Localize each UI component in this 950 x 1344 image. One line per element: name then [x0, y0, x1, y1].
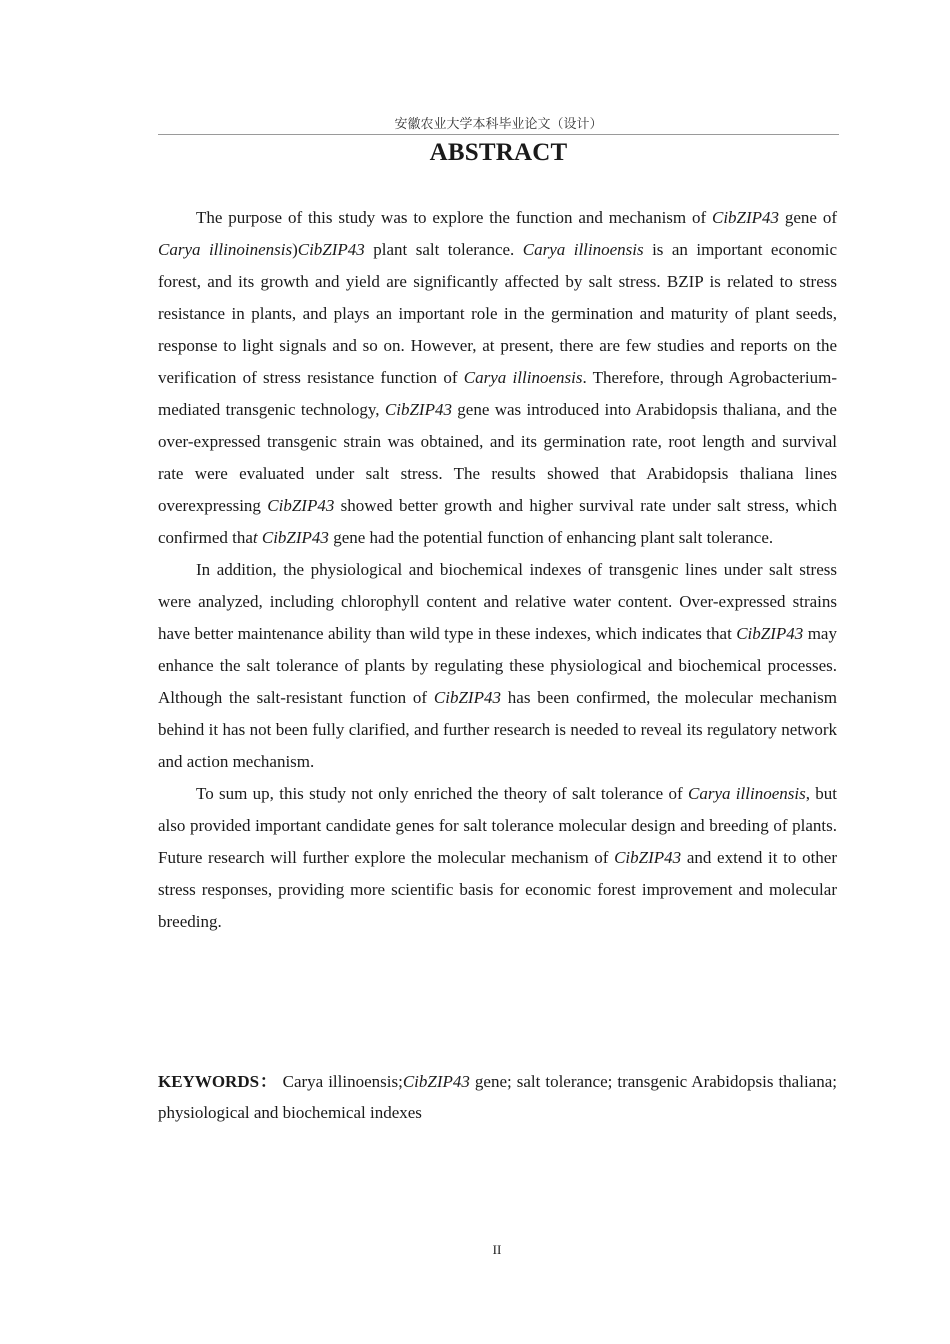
paragraph-text-run: CibZIP43: [267, 496, 335, 515]
paragraph-text-run: has been confirmed, the molecular mechanism behind it has not been fully clarified, and further research is needed to reveal its regulatory network and action mechanism.: [158, 688, 837, 771]
paragraph-text-run: CibZIP43: [711, 208, 780, 227]
paragraph-text-run: Carya illinoensis: [687, 784, 806, 803]
paragraph-text-run: plant salt tolerance.: [364, 240, 523, 259]
keyword-text-run: CibZIP43: [402, 1072, 470, 1091]
keyword-text-run: gene; salt tolerance; transgenic Arabidopsis thaliana; physiological and biochemical indexes: [158, 1072, 837, 1122]
running-header: [158, 116, 839, 135]
paragraph-text-run: gene of: [779, 208, 837, 227]
paragraph-text-run: showed better growth and higher survival rate under salt stress, which confirmed tha: [158, 496, 837, 547]
paragraph-text-run: Carya illinoinensis: [158, 240, 293, 259]
running-header-text: 安徽农业大学本科毕业论文（设计）: [394, 117, 603, 132]
paragraph-text-run: ): [292, 240, 298, 259]
keyword-text-run: Carya illinoensis;: [282, 1072, 403, 1091]
paragraph-text-run: gene had the potential function of enhancing plant salt tolerance.: [328, 528, 774, 547]
paragraph-text-run: , but also provided important candidate genes for salt tolerance molecular design and breeding of plants. Future research will further explore the molecular mechanism of: [158, 784, 837, 867]
paragraph-text-run: Carya illinoensis: [463, 368, 583, 387]
paragraph-text-run: and extend it to other stress responses, providing more scientific basis for economic forest improvement and molecular breeding.: [158, 848, 837, 931]
abstract-paragraph-2: [158, 554, 837, 778]
paragraph-text-run: . Therefore, through Agrobacterium-mediated transgenic technology,: [158, 368, 837, 419]
abstract-paragraph-1: [158, 202, 837, 554]
paragraph-text-run: CibZIP43: [297, 240, 365, 259]
paragraph-text-run: gene was introduced into Arabidopsis thaliana, and the over-expressed transgenic strain was obtained, and its germination rate, root length and survival rate were evaluated under salt stress. The results showed that Arabidopsis thaliana lines overexpressing: [158, 400, 837, 515]
paragraph-text-run: In addition, the physiological and biochemical indexes of transgenic lines under salt stress were analyzed, including chlorophyll content and relative water content. Over-expressed strains have better maintenance ability than wild type in these indexes, which indicates that: [158, 560, 837, 643]
paragraph-text-run: CibZIP43: [433, 688, 501, 707]
abstract-title: ABSTRACT: [429, 139, 568, 166]
paragraph-text-run: is an important economic forest, and its growth and yield are significantly affected by salt stress. BZIP is related to stress resistance in plants, and plays an important role in the germination and maturity of plant seeds, response to light signals and so on. However, at present, there are few studies and reports on the verification of stress resistance function of: [158, 240, 837, 387]
paragraph-text-run: To sum up, this study not only enriched the theory of salt tolerance of: [196, 784, 688, 803]
paragraph-text-run: may enhance the salt tolerance of plants by regulating these physiological and biochemical processes. Although the salt-resistant function of: [158, 624, 837, 707]
paragraph-text-run: Carya illinoensis: [522, 240, 644, 259]
paragraph-text-run: t CibZIP43: [252, 528, 329, 547]
paragraph-text-run: The purpose of this study was to explore the function and mechanism of: [196, 208, 712, 227]
page-number: II: [492, 1242, 502, 1257]
abstract-body: [158, 202, 837, 938]
abstract-paragraph-3: [158, 778, 837, 938]
paragraph-text-run: CibZIP43: [614, 848, 682, 867]
paragraph-text-run: CibZIP43: [736, 624, 804, 643]
keywords-label: KEYWORDS：: [158, 1072, 278, 1091]
paragraph-text-run: CibZIP43: [384, 400, 452, 419]
keywords-line: [158, 1066, 837, 1128]
